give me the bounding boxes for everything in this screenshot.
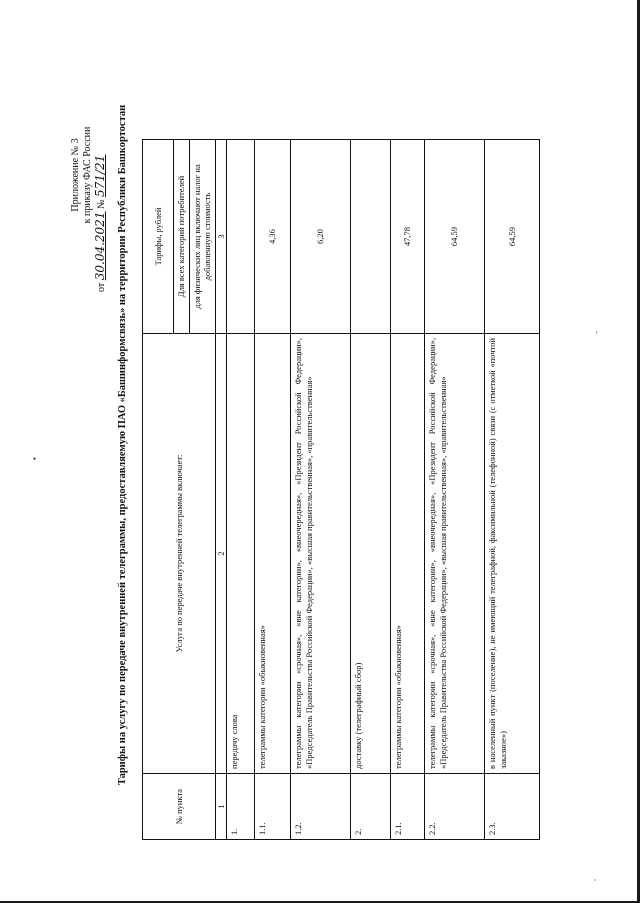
header-tariffs: Тарифы, рублей [143,140,174,334]
row-service: передачу слова [227,334,255,774]
appendix-date-line [94,50,108,300]
row-price [351,140,391,334]
header-service: Услуга по передаче внутренней телеграммы включает: [143,334,216,774]
table-row [425,140,485,840]
rotated-document-page [45,30,605,860]
row-number: 1. [227,774,255,840]
table-row [227,140,255,840]
scan-speck: • [33,454,37,464]
index-cell: 2 [215,334,227,774]
row-number: 2. [351,774,391,840]
table-row [255,140,291,840]
row-service: телеграммы категории «обыкновенная» [255,334,291,774]
index-row [215,140,227,840]
row-service: телеграммы категории «обыкновенная» [391,334,425,774]
number-label: № [96,199,107,210]
row-price [227,140,255,334]
row-price: 64,59 [485,140,540,334]
scan-speck: ⸱ [594,875,597,885]
handwritten-date: 30.04.2021 [93,211,107,281]
header-all-categories: Для всех категорий потребителей [174,140,190,334]
row-number: 1.1. [255,774,291,840]
appendix-order-line: к приказу ФАС России [82,126,93,224]
row-number: 2.1. [391,774,425,840]
table-row [291,140,351,840]
row-price: 4,36 [255,140,291,334]
header-number: № пункта [143,774,216,840]
index-cell: 1 [215,774,227,840]
table-row [485,140,540,840]
table-row [351,140,391,840]
tariffs-table [142,139,540,840]
scan-speck: ' [596,330,598,340]
row-service: телеграммы категории «срочная», «вне категории», «внеочередная», «Президент Российской Федерации», «Председатель Правительства Российской Федерации», «высшая правительственная», «правительственная» [425,334,485,774]
row-price: 47,78 [391,140,425,334]
header-vat-note: для физических лиц включают налог на добавленную стоимость [189,140,215,334]
row-service: доставку (телеграфный сбор) [351,334,391,774]
row-price: 64,59 [425,140,485,334]
row-number: 2.2. [425,774,485,840]
appendix-block [70,50,108,300]
table-row [391,140,425,840]
row-service: телеграммы категории «срочная», «вне категории», «внеочередная», «Президент Российской Федерации», «Председатель Правительства Российской Федерации», «высшая правительственная», «правительственная» [291,334,351,774]
index-cell: 3 [215,140,227,334]
row-number: 2.3. [485,774,540,840]
date-prefix: от [96,282,107,292]
handwritten-number: 571/21 [93,154,107,197]
row-price: 6,20 [291,140,351,334]
appendix-title: Приложение № 3 [70,138,81,212]
document-title: Тарифы на услугу по передаче внутренней телеграммы, предоставляемую ПАО «Башинформсвязь» на территории Республики Башкортостан [117,104,128,786]
row-service: в населенный пункт (поселение), не имеющий телеграфной, факсимильной (телефонной) связи (с отметкой «почтой заказное») [485,334,540,774]
row-number: 1.2. [291,774,351,840]
